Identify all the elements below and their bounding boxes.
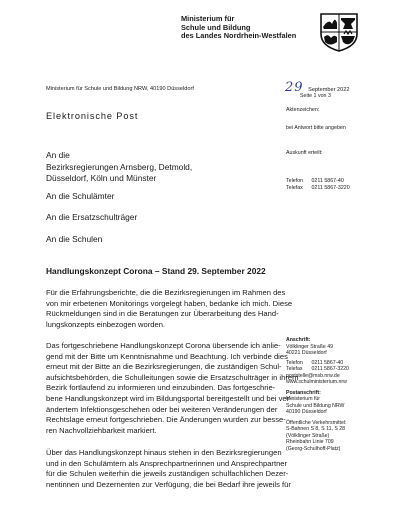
recipient-line: Bezirksregierungen Arnsberg, Detmold, bbox=[46, 161, 193, 172]
letter-subject: Handlungskonzept Corona – Stand 29. September 2022 bbox=[46, 266, 266, 276]
recipient-schulaemter: An die Schulämter bbox=[46, 191, 115, 201]
body-line: aufsichtsbehörden, die Schulleitungen sowie die Ersatzschulträger in ihrem bbox=[46, 372, 299, 382]
telefax-label: Telefax bbox=[286, 185, 303, 191]
body-line: erneut mit der Bitte an die Bezirksregierungen, die zuständigen Schul- bbox=[46, 362, 282, 372]
body-paragraph-3 bbox=[46, 448, 291, 490]
aktenzeichen-note: bei Antwort bitte angeben bbox=[286, 125, 346, 131]
telefax-row-bottom bbox=[286, 366, 349, 373]
verkehr-line: Rheinbahn Linie 709 bbox=[286, 439, 334, 445]
anschrift-label: Anschrift: bbox=[286, 337, 311, 343]
recipient-line: Düsseldorf, Köln und Münster bbox=[46, 173, 157, 183]
body-line: für die Schulen weiterhin die jeweils zuständigen schulfachlichen Dezer- bbox=[46, 469, 289, 479]
telefax-label: Telefax bbox=[286, 366, 303, 372]
body-line: Das fortgeschriebene Handlungskonzept Corona übersende ich anlie- bbox=[46, 341, 281, 350]
delivery-method-heading: Elektronische Post bbox=[46, 111, 139, 121]
ministry-letterhead bbox=[181, 15, 316, 41]
body-line: von mir erbetenen Monitorings vorgelegt haben, bedanke ich mich. Diese bbox=[46, 298, 293, 308]
anschrift-line: 40221 Düsseldorf bbox=[286, 350, 327, 356]
ministry-line: Ministerium für bbox=[181, 14, 235, 23]
recipient-line: An die bbox=[46, 150, 70, 160]
sender-return-address: Ministerium für Schule und Bildung NRW, 40190 Düsseldorf bbox=[46, 86, 194, 92]
postanschrift-line: Ministerium für bbox=[286, 396, 321, 402]
website-link[interactable]: www.schulministerium.nrw bbox=[286, 379, 347, 385]
verkehr-line: S-Bahnen S 8, S 11, S 28 bbox=[286, 426, 346, 432]
postanschrift-line: 40190 Düsseldorf bbox=[286, 409, 327, 415]
recipient-bezirksregierungen bbox=[46, 150, 192, 185]
recipient-ersatzschultraeger: An die Ersatzschulträger bbox=[46, 212, 138, 222]
telefon-value: 0211 5867-40 bbox=[311, 359, 344, 366]
verkehr-line: (Georg-Schulhoff-Platz) bbox=[286, 445, 341, 452]
email-link[interactable]: poststelle@msb.nrw.de bbox=[286, 372, 340, 379]
telefon-label: Telefon bbox=[286, 178, 304, 184]
body-line: lungskonzepts einbezogen worden. bbox=[46, 319, 166, 329]
body-line: ren Nachvollziehbarkeit markiert. bbox=[46, 425, 157, 435]
sidebar-contact-block bbox=[286, 337, 349, 452]
body-line: Bezirk fortlaufend zu informieren und einzubinden. Das fortgeschrie- bbox=[46, 383, 276, 393]
body-line: Über das Handlungskonzept hinaus stehen in den Bezirksregierungen bbox=[46, 448, 282, 457]
body-line: nentinnen und Dezernenten zur Verfügung, die bei Bedarf ihre jeweils für bbox=[46, 479, 291, 489]
body-line: Rechtslage erneut fortgeschrieben. Die Änderungen wurden zur besse- bbox=[46, 415, 286, 425]
body-paragraph-1 bbox=[46, 288, 293, 330]
handwritten-day: 29 bbox=[285, 80, 304, 95]
anschrift-line: Völklinger Straße 49 bbox=[286, 343, 333, 350]
telefon-value: 0211 5867-40 bbox=[311, 178, 344, 184]
ministry-line: Schule und Bildung bbox=[181, 22, 251, 32]
verkehr-label: Öffentliche Verkehrsmittel: bbox=[286, 419, 347, 426]
recipient-schulen: An die Schulen bbox=[46, 234, 103, 244]
body-line: Rückmeldungen sind in die Beratungen zur Überarbeitung des Hand- bbox=[46, 309, 279, 319]
telefon-row-top bbox=[286, 178, 344, 184]
body-line: bene Handlungskonzept wird im Bildungsportal bereitgestellt und bei ver- bbox=[46, 393, 292, 403]
body-line: ändertem Infektionsgeschehen oder bei weiteren Veränderungen der bbox=[46, 404, 278, 414]
telefax-value: 0211 5867-3220 bbox=[311, 366, 349, 372]
postanschrift-label: Postanschrift: bbox=[286, 389, 321, 396]
telefax-row-top bbox=[286, 185, 350, 191]
telefon-label: Telefon bbox=[286, 359, 303, 366]
postanschrift-line: Schule und Bildung NRW bbox=[286, 402, 345, 409]
nrw-crest-logo bbox=[318, 12, 360, 52]
aktenzeichen-label: Aktenzeichen: bbox=[286, 107, 320, 113]
telefax-value: 0211 5867-3220 bbox=[311, 185, 350, 191]
body-line: Für die Erfahrungsberichte, die die Bezirksregierungen im Rahmen des bbox=[46, 288, 286, 297]
body-line: gend mit der Bitte um Kenntnisnahme und Beachtung. Ich verbinde dies bbox=[46, 351, 288, 361]
page-number: Seite 1 von 3 bbox=[300, 93, 331, 99]
body-line: und in den Schulämtern als Ansprechpartnerinnen und Ansprechpartner bbox=[46, 458, 288, 468]
date-month-year: September 2022 bbox=[308, 87, 350, 93]
verkehr-line: (Völklinger Straße) bbox=[286, 432, 330, 439]
ministry-line: des Landes Nordrhein-Westfalen bbox=[181, 31, 297, 41]
auskunft-label: Auskunft erteilt: bbox=[286, 150, 323, 156]
